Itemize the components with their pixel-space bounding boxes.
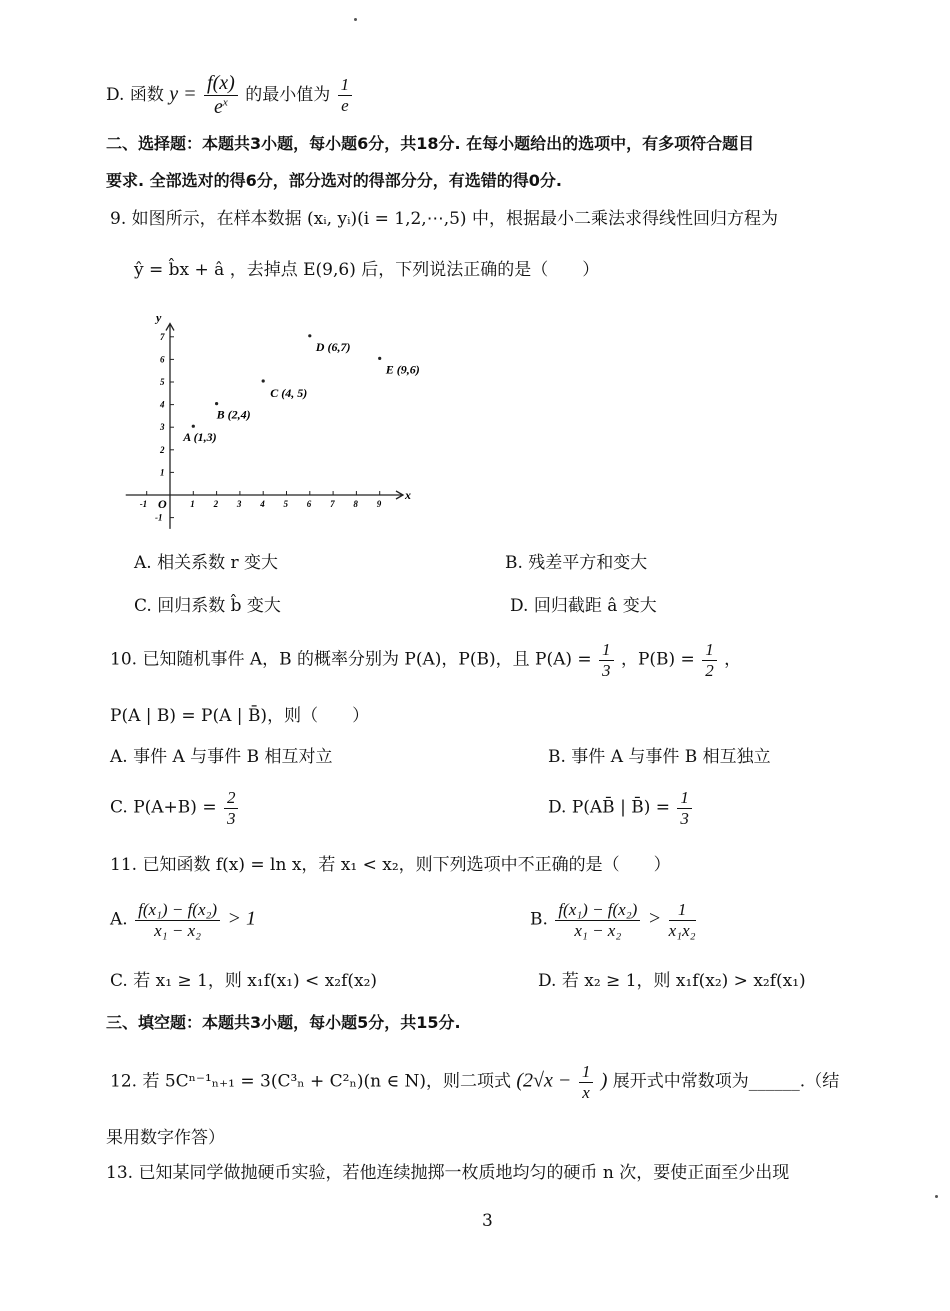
y-tick-label: 6	[160, 354, 165, 365]
q9-option-c: C. 回归系数 b̂ 变大	[134, 596, 281, 616]
text: D. P(AB̄ | B̄) =	[548, 797, 670, 818]
math-text: > 1	[227, 907, 256, 930]
q11-option-b	[530, 900, 698, 940]
x-tick-label: 5	[283, 499, 288, 509]
data-point	[308, 334, 311, 337]
text: 12. 若 5Cⁿ⁻¹ₙ₊₁ = 3(C³ₙ + C²ₙ)(n ∈ N)，则二项式	[110, 1071, 511, 1092]
denominator: x₁x₂	[668, 920, 696, 940]
x-tick-label: 4	[260, 499, 265, 509]
x-tick-label: -1	[139, 499, 148, 509]
data-point-label: D (6,7)	[315, 339, 351, 354]
y-tick-label: 2	[160, 444, 165, 455]
data-point	[215, 402, 218, 405]
numerator: 1	[677, 788, 692, 809]
q9-option-a: A. 相关系数 r 变大	[134, 553, 279, 573]
y-tick-label: -1	[155, 512, 163, 523]
x-tick-label: 3	[236, 499, 242, 509]
data-point-label: A (1,3)	[183, 430, 217, 445]
math-text: y =	[169, 83, 197, 105]
text: ，P(B) =	[620, 649, 695, 670]
q9-option-b: B. 残差平方和变大	[505, 553, 648, 573]
x-tick-label: 7	[330, 499, 335, 509]
option-label: B.	[530, 909, 548, 930]
q10-option-b: B. 事件 A 与事件 B 相互独立	[548, 747, 771, 767]
denominator: 3	[602, 660, 611, 680]
exponent: x	[222, 96, 228, 109]
x-tick-label: 9	[376, 499, 382, 509]
numerator: 1	[599, 640, 614, 661]
data-point	[192, 425, 195, 428]
x-tick-label: 2	[213, 499, 219, 509]
numerator: 1	[579, 1062, 594, 1083]
denominator: 3	[226, 808, 236, 828]
x-tick-label: 1	[190, 499, 195, 509]
numerator: f(x₁) − f(x₂)	[135, 900, 220, 921]
q10-option-d	[548, 788, 694, 828]
fraction	[677, 788, 692, 828]
numerator: f(x)	[204, 72, 238, 96]
q10-stem	[110, 640, 741, 680]
q10-option-c	[110, 788, 240, 828]
q9-option-d: D. 回归截距 â 变大	[510, 596, 657, 616]
q11-option-d: D. 若 x₂ ≥ 1，则 x₁f(x₂) > x₂f(x₁)	[538, 971, 806, 991]
math-text: (2√x −	[516, 1069, 572, 1092]
fraction	[669, 900, 696, 940]
text: 函数	[129, 85, 164, 105]
math-text: >	[647, 907, 662, 930]
origin-label: O	[158, 497, 167, 511]
y-tick-label: 4	[160, 399, 165, 410]
section-heading: 三、填空题：本题共3小题，每小题5分，共15分.	[106, 1013, 461, 1032]
fraction	[224, 788, 239, 828]
q12-stem-cont: 果用数字作答）	[106, 1128, 225, 1148]
data-point-label: C (4, 5)	[270, 386, 308, 400]
section-heading-cont: 要求. 全部选对的得6分，部分选对的得部分分，有选错的得0分.	[106, 171, 562, 190]
q12-stem	[110, 1062, 839, 1102]
section-heading: 二、选择题：本题共3小题，每小题6分，共18分. 在每小题给出的选项中，有多项符合题目	[106, 134, 755, 153]
x-tick-label: 6	[306, 499, 312, 509]
math-text: )	[600, 1069, 608, 1092]
y-axis-label: y	[156, 310, 162, 325]
y-tick-label: 3	[160, 422, 165, 433]
numerator: 2	[224, 788, 239, 809]
numerator: 1	[669, 900, 696, 921]
text: 的最小值为	[245, 85, 331, 105]
denominator: x₁ − x₂	[154, 920, 202, 940]
fraction	[135, 900, 220, 940]
numerator: f(x₁) − f(x₂)	[555, 900, 640, 921]
text: 展开式中常数项为______.（结	[612, 1071, 840, 1092]
y-tick-label: 7	[160, 331, 165, 342]
denominator: 3	[680, 808, 689, 828]
q10-stem-cont: P(A | B) = P(A | B̄)，则（ ）	[110, 706, 370, 726]
fraction	[555, 900, 640, 940]
page-number: 3	[482, 1211, 493, 1231]
data-point	[262, 379, 265, 382]
denominator: x	[582, 1082, 590, 1102]
numerator: 1	[702, 640, 717, 661]
x-tick-label: 8	[353, 499, 358, 509]
data-point	[378, 357, 381, 360]
text: C. P(A+B) =	[110, 797, 217, 818]
text: 10. 已知随机事件 A，B 的概率分别为 P(A)，P(B)，且 P(A) =	[110, 649, 592, 670]
q9-stem-cont: ŷ = b̂x + â ，去掉点 E(9,6) 后，下列说法正确的是（ ）	[134, 260, 600, 280]
fraction	[702, 640, 717, 680]
option-label: D.	[106, 85, 125, 105]
denominator: 2	[705, 660, 714, 680]
q11-option-a	[110, 900, 256, 940]
denominator: e	[341, 96, 349, 115]
numerator: 1	[338, 75, 353, 96]
fraction	[599, 640, 614, 680]
q11-stem: 11. 已知函数 f(x) = ln x，若 x₁ < x₂，则下列选项中不正确的是（ ）	[110, 855, 671, 875]
text: ，	[724, 649, 742, 670]
denominator: x₁ − x₂	[574, 920, 622, 940]
fraction	[579, 1062, 594, 1102]
q11-option-c: C. 若 x₁ ≥ 1，则 x₁f(x₁) < x₂f(x₂)	[110, 971, 378, 991]
y-tick-label: 1	[160, 467, 165, 478]
x-axis-label: x	[405, 488, 411, 502]
base: e	[214, 96, 223, 118]
y-tick-label: 5	[160, 377, 165, 387]
q10-option-a: A. 事件 A 与事件 B 相互对立	[110, 747, 333, 767]
data-point-label: E (9,6)	[385, 362, 420, 377]
data-point-label: B (2,4)	[216, 407, 251, 422]
q9-stem: 9. 如图所示，在样本数据 (xᵢ, yᵢ)(i = 1,2,⋯,5) 中，根据最小二乘法求得线性回归方程为	[110, 209, 778, 229]
q13-stem: 13. 已知某同学做抛硬币实验，若他连续抛掷一枚质地均匀的硬币 n 次，要使正面至少出现	[106, 1163, 790, 1183]
option-label: A.	[110, 909, 128, 930]
